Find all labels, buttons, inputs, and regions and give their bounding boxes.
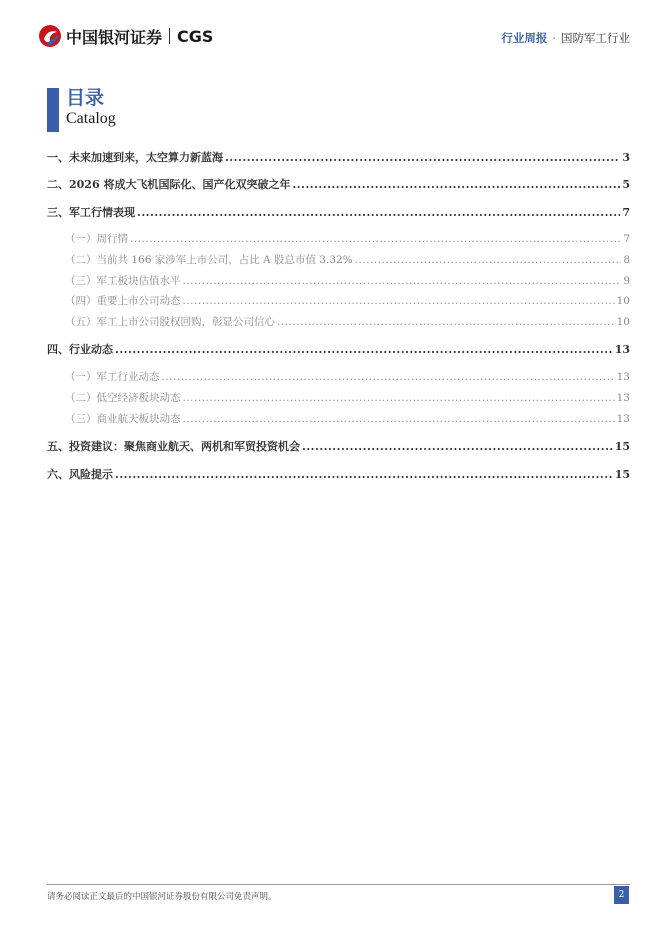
toc-subentry[interactable]	[47, 293, 630, 308]
toc-leader	[225, 151, 620, 164]
toc-subentry[interactable]	[47, 252, 630, 267]
page-title: 目录	[66, 87, 105, 109]
toc-entry[interactable]	[47, 466, 630, 482]
report-tag-separator: ·	[552, 31, 556, 45]
toc-number: 五、	[47, 440, 69, 453]
toc-title: 未来加速到来，太空算力新蓝海	[69, 151, 223, 164]
toc-page: 13	[614, 343, 630, 356]
toc-page: 8	[623, 254, 630, 266]
toc-page: 7	[622, 206, 630, 219]
toc-title: 军工行业动态	[96, 371, 160, 383]
toc-number: （二）	[65, 254, 97, 266]
toc-number: 三、	[47, 206, 69, 219]
toc-leader	[277, 316, 615, 328]
toc-number: 四、	[47, 343, 69, 356]
toc-number: 一、	[47, 151, 69, 164]
toc-subentry[interactable]	[47, 314, 630, 329]
toc-number: （三）	[65, 413, 97, 425]
toc-number: （四）	[65, 295, 97, 307]
logo-cn-text: 中国银河证券	[66, 27, 163, 47]
toc-leader	[137, 206, 620, 219]
toc-title: 商业航天板块动态	[96, 413, 181, 425]
logo-divider	[169, 28, 170, 44]
toc-leader	[183, 275, 622, 287]
toc-page: 15	[614, 440, 630, 453]
report-tag	[501, 30, 630, 46]
toc-subentry[interactable]	[47, 231, 630, 246]
toc-subentry[interactable]	[47, 411, 630, 426]
toc-entry[interactable]	[47, 341, 630, 357]
toc-leader	[115, 343, 613, 356]
toc-leader	[302, 440, 613, 453]
toc-title: 投资建议：聚焦商业航天、两机和军贸投资机会	[69, 440, 300, 453]
toc-number: （二）	[65, 392, 97, 404]
page-header	[0, 0, 662, 60]
toc-page: 10	[616, 316, 630, 328]
company-logo	[38, 24, 213, 48]
toc-title: 重要上市公司动态	[96, 295, 181, 307]
toc-entry[interactable]	[47, 149, 630, 165]
toc-number: （三）	[65, 275, 97, 287]
report-industry: 国防军工行业	[561, 31, 630, 45]
toc-title: 军工板块估值水平	[96, 275, 181, 287]
toc-page: 13	[616, 392, 630, 404]
toc-title: 当前共 166 家涉军上市公司，占比 A 股总市值 3.32%	[96, 254, 353, 266]
toc-page: 7	[623, 233, 630, 245]
toc-subentry[interactable]	[47, 390, 630, 405]
toc-page: 10	[616, 295, 630, 307]
toc-entry[interactable]	[47, 438, 630, 454]
toc-leader	[115, 468, 613, 481]
footer-disclaimer: 请务必阅读正文最后的中国银河证券股份有限公司免责声明。	[47, 892, 277, 902]
toc-title: 周行情	[96, 233, 128, 245]
toc-title: 军工上市公司股权回购，彰显公司信心	[96, 316, 275, 328]
footer-divider	[47, 884, 630, 885]
page-number: 2	[614, 886, 629, 904]
toc-title: 低空经济板块动态	[96, 392, 181, 404]
toc-number: 六、	[47, 468, 69, 481]
toc-title: 军工行情表现	[69, 206, 135, 219]
toc-leader	[183, 413, 615, 425]
toc-subentry[interactable]	[47, 369, 630, 384]
toc-title: 风险提示	[69, 468, 113, 481]
toc-page: 13	[616, 413, 630, 425]
toc-number: 二、	[47, 178, 69, 191]
toc-leader	[355, 254, 622, 266]
toc-page: 5	[622, 178, 630, 191]
toc-number: （五）	[65, 316, 97, 328]
toc-page: 13	[616, 371, 630, 383]
page-subtitle: Catalog	[66, 110, 116, 127]
toc-leader	[292, 178, 620, 191]
toc-entry[interactable]	[47, 176, 630, 192]
toc-page: 15	[614, 468, 630, 481]
toc-leader	[162, 371, 615, 383]
title-accent-bar	[47, 88, 59, 132]
toc-page: 3	[622, 151, 630, 164]
report-type: 行业周报	[501, 31, 548, 45]
toc-leader	[183, 392, 615, 404]
toc-leader	[183, 295, 615, 307]
toc-number: （一）	[65, 371, 97, 383]
logo-en-text: CGS	[177, 26, 214, 46]
toc-page: 9	[623, 275, 630, 287]
toc-title: 行业动态	[69, 343, 113, 356]
toc-entry[interactable]	[47, 204, 630, 220]
toc-subentry[interactable]	[47, 273, 630, 288]
toc-number: （一）	[65, 233, 97, 245]
toc-title: 2026 将成大飞机国际化、国产化双突破之年	[69, 178, 291, 191]
toc-leader	[130, 233, 621, 245]
cgs-logo-icon	[38, 24, 62, 48]
